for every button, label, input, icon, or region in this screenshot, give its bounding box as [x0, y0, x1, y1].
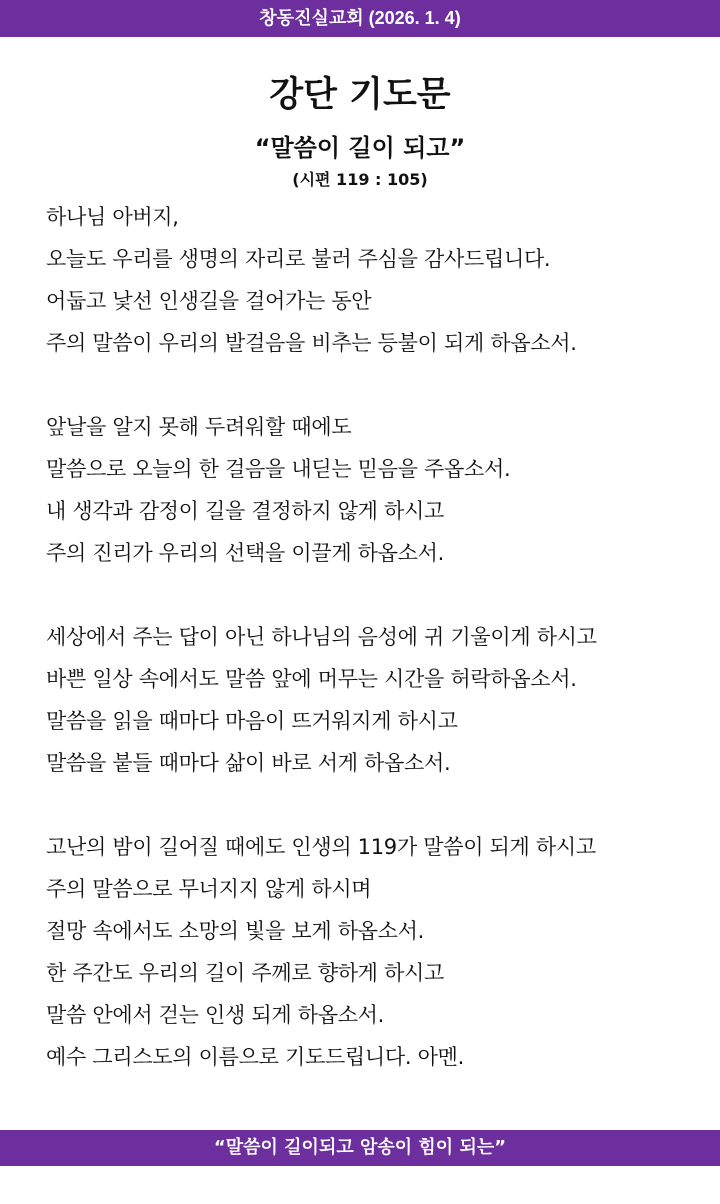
church-date-banner: 창동진실교회 (2026. 1. 4) [0, 0, 720, 37]
page-title: 강단 기도문 [269, 75, 451, 115]
prayer-line: 하나님 아버지, [46, 205, 179, 229]
prayer-line: 주의 진리가 우리의 선택을 이끌게 하옵소서. [46, 541, 444, 565]
prayer-line: 오늘도 우리를 생명의 자리로 불러 주심을 감사드립니다. [46, 247, 551, 271]
prayer-line: 바쁜 일상 속에서도 말씀 앞에 머무는 시간을 허락하옵소서. [46, 667, 577, 691]
scripture-reference: (시편 119 : 105) [292, 170, 428, 189]
prayer-line: 고난의 밤이 길어질 때에도 인생의 119가 말씀이 되게 하시고 [46, 835, 596, 859]
prayer-stanza-2 [46, 406, 706, 574]
prayer-line: 말씀으로 오늘의 한 걸음을 내딛는 믿음을 주옵소서. [46, 457, 511, 481]
prayer-line: 주의 말씀이 우리의 발걸음을 비추는 등불이 되게 하옵소서. [46, 331, 577, 355]
prayer-line: 말씀 안에서 걷는 인생 되게 하옵소서. [46, 1003, 385, 1027]
prayer-line: 세상에서 주는 답이 아닌 하나님의 음성에 귀 기울이게 하시고 [46, 625, 597, 649]
prayer-line: 주의 말씀으로 무너지지 않게 하시며 [46, 877, 372, 901]
prayer-stanza-3 [46, 616, 706, 784]
motto-banner: “말씀이 길이되고 암송이 힘이 되는” [0, 1130, 720, 1166]
prayer-stanza-4 [46, 826, 706, 1078]
prayer-body [46, 196, 706, 1120]
prayer-line: 말씀을 읽을 때마다 마음이 뜨거워지게 하시고 [46, 709, 458, 733]
prayer-stanza-1 [46, 196, 706, 364]
prayer-line: 예수 그리스도의 이름으로 기도드립니다. 아멘. [46, 1045, 464, 1069]
prayer-line: 절망 속에서도 소망의 빛을 보게 하옵소서. [46, 919, 425, 943]
prayer-line: 앞날을 알지 못해 두려워할 때에도 [46, 415, 352, 439]
prayer-subtitle: “말씀이 길이 되고” [254, 134, 466, 162]
prayer-line: 내 생각과 감정이 길을 결정하지 않게 하시고 [46, 499, 444, 523]
prayer-line: 한 주간도 우리의 길이 주께로 향하게 하시고 [46, 961, 444, 985]
prayer-line: 어둡고 낯선 인생길을 걸어가는 동안 [46, 289, 372, 313]
prayer-line: 말씀을 붙들 때마다 삶이 바로 서게 하옵소서. [46, 751, 451, 775]
